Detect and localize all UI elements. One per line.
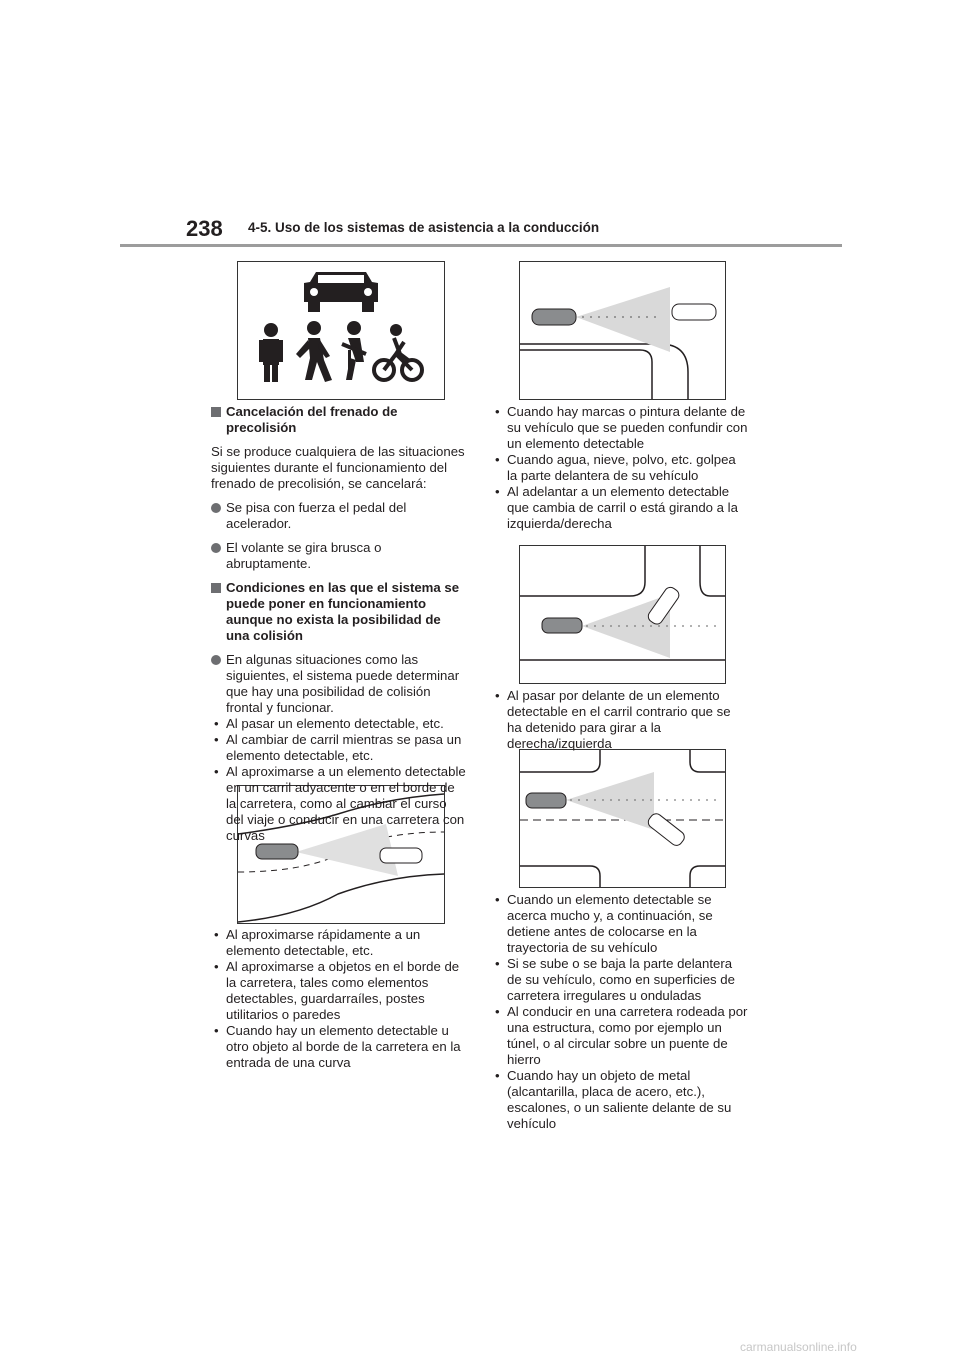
list-item: • Si se sube o se baja la parte delantera de su vehículo, como en superficies de carretera irregulares u onduladas (492, 956, 748, 1004)
list-item: • Cuando un elemento detectable se acerca mucho y, a continuación, se detiene antes de colocarse en la trayectoria de su vehículo (492, 892, 748, 956)
detected-vehicle-icon (646, 811, 687, 847)
pedestrian-with-bike-icon (342, 321, 366, 380)
left-column-bottom (211, 927, 467, 1081)
list-item: • Al aproximarse a un elemento detectable en un carril adyacente o en el borde de la carretera, como al cambiar el curso del viaje o conducir en una carretera con curvas (211, 764, 467, 844)
header-divider (120, 244, 842, 247)
bullet-list-right-c (492, 892, 748, 1132)
pedestrian-walking-icon (296, 321, 332, 382)
list-item: • Cuando hay marcas o pintura delante de su vehículo que se pueden confundir con un elemento detectable (492, 404, 748, 452)
list-item: • Al pasar un elemento detectable, etc. (211, 716, 467, 732)
list-item: • Al pasar por delante de un elemento detectable en el carril contrario que se ha detenido para girar a la derecha/izquierda (492, 688, 748, 752)
own-vehicle-icon (526, 793, 566, 808)
dot-item-steering: El volante se gira brusca o abruptamente. (211, 540, 467, 572)
list-item: • Al adelantar a un elemento detectable que cambia de carril o está girando a la izquierda/derecha (492, 484, 748, 532)
bullet-list-b (211, 927, 467, 1071)
heading-conditions: Condiciones en las que el sistema se puede poner en funcionamiento aunque no exista la posibilidad de una colisión (211, 580, 467, 644)
own-vehicle-icon (532, 309, 576, 325)
list-item: • Cuando hay un objeto de metal (alcantarilla, placa de acero, etc.), escalones, o un saliente delante de su vehículo (492, 1068, 748, 1132)
list-item: • Cuando agua, nieve, polvo, etc. golpea la parte delantera de su vehículo (492, 452, 748, 484)
intro-paragraph: Si se produce cualquiera de las situaciones siguientes durante el funcionamiento del frenado de precolisión, se cancelará: (211, 444, 465, 491)
bullet-list-right-b (492, 688, 748, 752)
list-item: • Al conducir en una carretera rodeada por una estructura, como por ejemplo un túnel, o al circular sobre un puente de hierro (492, 1004, 748, 1068)
car-front-icon (304, 272, 378, 312)
dot-item-accelerator: Se pisa con fuerza el pedal del acelerador. (211, 500, 467, 532)
section-title: 4-5. Uso de los sistemas de asistencia a la conducción (248, 220, 600, 235)
right-column-a (492, 404, 748, 542)
detected-vehicle-icon (672, 304, 716, 320)
list-item: • Al aproximarse rápidamente a un elemento detectable, etc. (211, 927, 467, 959)
pedestrian-standing-icon (259, 323, 283, 382)
dot-item-situations: En algunas situaciones como las siguientes, el sistema puede determinar que hay una posibilidad de colisión frontal y funcionar. (211, 652, 467, 716)
list-item: • Al cambiar de carril mientras se pasa un elemento detectable, etc. (211, 732, 467, 764)
left-column-top (211, 404, 467, 854)
figure-intersection-turning (519, 261, 726, 400)
figure-detectable-elements (237, 261, 445, 400)
cyclist-icon (374, 324, 422, 380)
right-column-c (492, 892, 748, 1142)
page-number: 238 (186, 216, 223, 241)
figure-opposite-lane (519, 749, 726, 888)
watermark: carmanualsonline.info (740, 1340, 857, 1354)
bullet-list-a (211, 716, 467, 844)
heading-cancellation: Cancelación del frenado de precolisión (211, 404, 467, 436)
right-column-b (492, 688, 748, 762)
list-item: • Al aproximarse a objetos en el borde de la carretera, tales como elementos detectables, guardarraíles, postes utilitarios o paredes (211, 959, 467, 1023)
figure-intersection-crossing (519, 545, 726, 684)
list-item: • Cuando hay un elemento detectable u otro objeto al borde de la carretera en la entrada de una curva (211, 1023, 467, 1071)
own-vehicle-icon (542, 618, 582, 633)
bullet-list-right-a (492, 404, 748, 532)
